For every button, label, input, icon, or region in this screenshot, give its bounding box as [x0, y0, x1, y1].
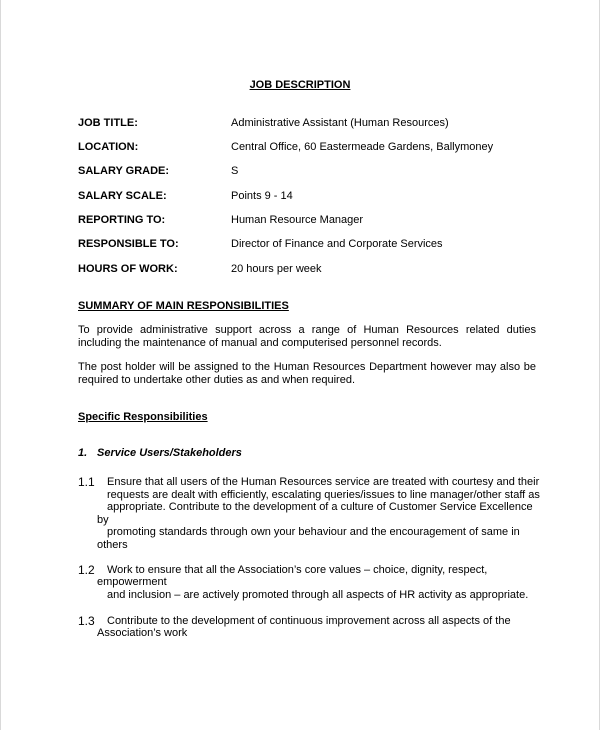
item-number: 1.2: [78, 563, 95, 577]
item-text-line: Ensure that all users of the Human Resources service are treated with courtesy and their: [107, 476, 540, 488]
document-title: JOB DESCRIPTION: [249, 79, 351, 91]
section-title: Service Users/Stakeholders: [97, 447, 242, 459]
item-number: 1.1: [78, 475, 95, 489]
field-value-responsible-to: Director of Finance and Corporate Services: [231, 238, 443, 250]
field-value-location: Central Office, 60 Eastermeade Gardens, Ballymoney: [231, 141, 494, 153]
item-text-line: Association’s work: [97, 627, 188, 639]
field-value-salary-grade: S: [231, 165, 239, 177]
section-heading: [78, 447, 242, 459]
section-number: 1.: [78, 447, 88, 459]
field-value-salary-scale: Points 9 - 14: [231, 190, 293, 202]
field-label-salary-grade: SALARY GRADE:: [78, 165, 170, 177]
summary-paragraph-1: To provide administrative support across a range of Human Resources related duties including the maintenance of manual and computerised personnel records.: [78, 324, 536, 349]
item-text-line: and inclusion – are actively promoted through all aspects of HR activity as appropriate.: [107, 589, 529, 601]
field-label-salary-scale: SALARY SCALE:: [78, 190, 167, 202]
summary-paragraph-2: The post holder will be assigned to the Human Resources Department however may also be required to undertake other duties as and when required.: [78, 361, 536, 386]
item-text-line: empowerment: [97, 576, 167, 588]
field-label-responsible-to: RESPONSIBLE TO:: [78, 238, 179, 250]
item-text-line: Work to ensure that all the Association’s core values – choice, dignity, respect,: [107, 564, 488, 576]
field-value-reporting-to: Human Resource Manager: [231, 214, 364, 226]
item-text-line: Contribute to the development of continuous improvement across all aspects of the: [107, 615, 511, 627]
item-text-line: appropriate. Contribute to the development of a culture of Customer Service Excellence: [107, 501, 533, 513]
specific-heading: Specific Responsibilities: [78, 411, 208, 423]
item-text-line: by: [97, 514, 109, 526]
field-value-hours-of-work: 20 hours per week: [231, 263, 322, 275]
field-label-hours-of-work: HOURS OF WORK:: [78, 263, 178, 275]
item-number: 1.3: [78, 614, 95, 628]
item-text-line: requests are dealt with efficiently, escalating queries/issues to line manager/other staff as: [107, 489, 540, 501]
summary-heading: SUMMARY OF MAIN RESPONSIBILITIES: [78, 300, 289, 312]
item-text-line: others: [97, 539, 128, 551]
field-label-location: LOCATION:: [78, 141, 139, 153]
field-label-job-title: JOB TITLE:: [78, 117, 138, 129]
field-value-job-title: Administrative Assistant (Human Resources): [231, 117, 449, 129]
field-label-reporting-to: REPORTING TO:: [78, 214, 166, 226]
item-text-line: promoting standards through own your behaviour and the encouragement of same in: [107, 526, 520, 538]
